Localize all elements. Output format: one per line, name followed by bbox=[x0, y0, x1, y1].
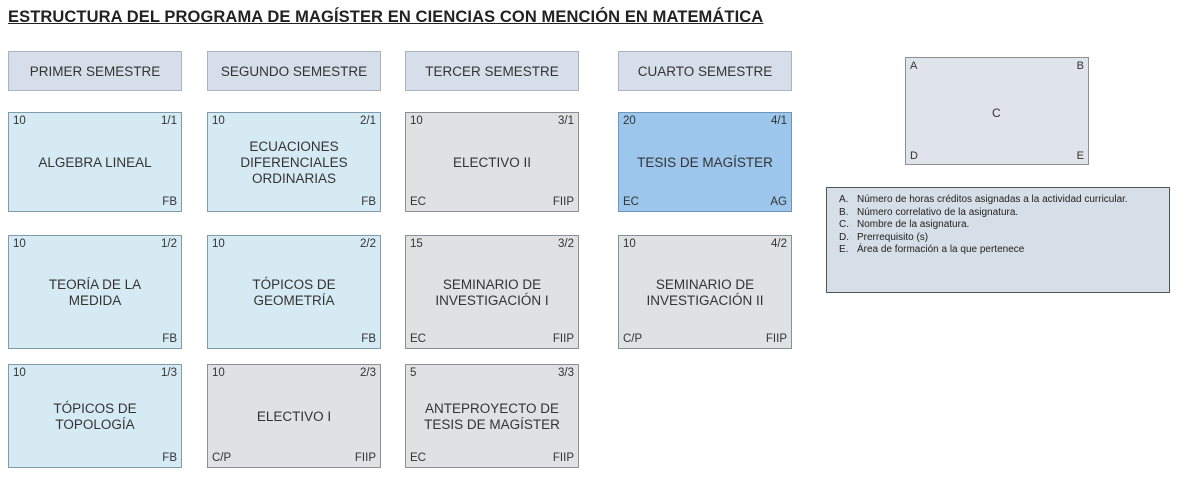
course-code: 3/3 bbox=[558, 367, 574, 379]
course-prereq: EC bbox=[623, 196, 639, 208]
course-credits: 10 bbox=[410, 115, 423, 127]
course-card bbox=[405, 235, 579, 349]
course-card bbox=[207, 235, 381, 349]
key-label-e: E bbox=[1076, 150, 1084, 162]
course-card bbox=[8, 364, 182, 468]
course-code: 1/2 bbox=[161, 238, 177, 250]
course-code: 3/1 bbox=[558, 115, 574, 127]
course-name: SEMINARIO DE INVESTIGACIÓN I bbox=[435, 277, 549, 308]
course-name: TEORÍA DE LA MEDIDA bbox=[48, 277, 142, 308]
legend-item bbox=[833, 244, 1163, 257]
course-code: 1/3 bbox=[161, 367, 177, 379]
course-code: 1/1 bbox=[161, 115, 177, 127]
course-credits: 10 bbox=[623, 238, 636, 250]
course-credits: 15 bbox=[410, 238, 423, 250]
course-area: FB bbox=[162, 196, 177, 208]
legend-text: Número correlativo de la asignatura. bbox=[857, 206, 1019, 218]
course-area: FB bbox=[162, 333, 177, 345]
legend-text: Nombre de la asignatura. bbox=[857, 219, 970, 230]
course-prereq: EC bbox=[410, 196, 426, 208]
course-card bbox=[405, 364, 579, 468]
course-credits: 10 bbox=[13, 238, 26, 250]
key-box bbox=[905, 57, 1089, 165]
course-area: FIIP bbox=[552, 196, 574, 208]
legend-item bbox=[833, 207, 1163, 220]
course-card bbox=[207, 364, 381, 468]
course-credits: 10 bbox=[212, 367, 225, 379]
legend-text: Prerrequisito (s) bbox=[857, 231, 929, 243]
course-credits: 5 bbox=[410, 367, 417, 379]
course-code: 2/2 bbox=[360, 238, 376, 250]
course-name: TESIS DE MAGÍSTER bbox=[637, 155, 773, 170]
legend-item bbox=[833, 232, 1163, 245]
course-card bbox=[618, 235, 792, 349]
course-credits: 10 bbox=[212, 238, 225, 250]
legend-letter: E. bbox=[839, 244, 849, 255]
course-area: FB bbox=[361, 196, 376, 208]
course-area: FB bbox=[361, 333, 376, 345]
course-credits: 20 bbox=[623, 115, 636, 127]
key-label-a: A bbox=[910, 60, 918, 72]
course-card bbox=[207, 112, 381, 212]
course-card bbox=[8, 235, 182, 349]
course-credits: 10 bbox=[212, 115, 225, 127]
course-area: FIIP bbox=[354, 452, 376, 464]
course-name: TÓPICOS DE TOPOLOGÍA bbox=[53, 401, 137, 432]
course-area: FIIP bbox=[765, 333, 787, 345]
course-card bbox=[8, 112, 182, 212]
course-prereq: C/P bbox=[212, 452, 232, 464]
semester-header: SEGUNDO SEMESTRE bbox=[207, 51, 381, 91]
course-code: 3/2 bbox=[558, 238, 574, 250]
legend-letter: B. bbox=[839, 206, 849, 218]
course-code: 2/1 bbox=[360, 115, 376, 127]
course-area: FIIP bbox=[552, 452, 574, 464]
key-label-c: C bbox=[992, 106, 1001, 120]
key-label-b: B bbox=[1076, 60, 1084, 72]
course-code: 4/1 bbox=[771, 115, 787, 127]
course-credits: 10 bbox=[13, 367, 26, 379]
legend-box bbox=[826, 187, 1170, 293]
course-name: ECUACIONES DIFERENCIALES ORDINARIAS bbox=[240, 139, 348, 186]
course-prereq: C/P bbox=[623, 333, 643, 345]
course-area: FB bbox=[162, 452, 177, 464]
legend-letter: C. bbox=[839, 219, 849, 230]
course-name: ALGEBRA LINEAL bbox=[38, 155, 152, 170]
page-title: ESTRUCTURA DEL PROGRAMA DE MAGÍSTER EN CIENCIAS CON MENCIÓN EN MATEMÁTICA bbox=[8, 8, 764, 26]
course-card bbox=[405, 112, 579, 212]
course-credits: 10 bbox=[13, 115, 26, 127]
semester-header: CUARTO SEMESTRE bbox=[618, 51, 792, 91]
course-name: TÓPICOS DE GEOMETRÍA bbox=[252, 277, 336, 308]
legend-text: Número de horas créditos asignadas a la actividad curricular. bbox=[857, 194, 1128, 205]
legend-item bbox=[833, 194, 1163, 207]
course-prereq: EC bbox=[410, 452, 426, 464]
course-card bbox=[618, 112, 792, 212]
course-area: FIIP bbox=[552, 333, 574, 345]
course-name: ELECTIVO II bbox=[452, 155, 532, 170]
course-prereq: EC bbox=[410, 333, 426, 345]
semester-header: TERCER SEMESTRE bbox=[405, 51, 579, 91]
key-label-d: D bbox=[910, 150, 918, 162]
course-name: SEMINARIO DE INVESTIGACIÓN II bbox=[646, 277, 764, 308]
legend-text: Área de formación a la que pertenece bbox=[857, 244, 1025, 255]
legend-letter: A. bbox=[839, 194, 849, 205]
course-code: 2/3 bbox=[360, 367, 376, 379]
course-name: ELECTIVO I bbox=[256, 409, 332, 424]
semester-header: PRIMER SEMESTRE bbox=[8, 51, 182, 91]
legend-letter: D. bbox=[839, 231, 849, 243]
course-code: 4/2 bbox=[771, 238, 787, 250]
legend-item bbox=[833, 219, 1163, 232]
course-name: ANTEPROYECTO DE TESIS DE MAGÍSTER bbox=[424, 401, 560, 432]
course-area: AG bbox=[770, 196, 787, 208]
